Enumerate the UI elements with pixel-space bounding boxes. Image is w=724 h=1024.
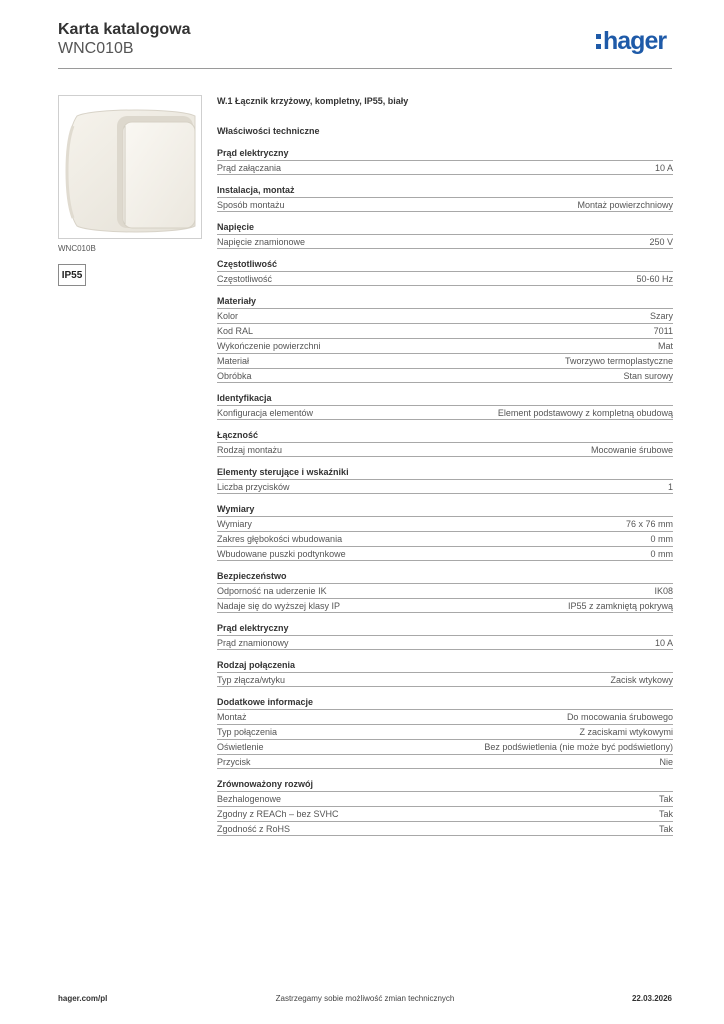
spec-row bbox=[217, 442, 673, 457]
spec-value: 10 A bbox=[654, 162, 673, 173]
spec-row bbox=[217, 479, 673, 494]
spec-group bbox=[217, 428, 673, 457]
spec-group-title: Częstotliwość bbox=[217, 259, 278, 269]
spec-row bbox=[217, 806, 673, 821]
spec-value: Tak bbox=[658, 823, 673, 834]
section-title: Właściwości techniczne bbox=[217, 126, 320, 136]
spec-label: Kod RAL bbox=[217, 326, 254, 336]
spec-label: Zgodny z REACh – bez SVHC bbox=[217, 809, 339, 819]
spec-group bbox=[217, 183, 673, 212]
document-title: Karta katalogowa bbox=[58, 21, 191, 38]
hager-logo bbox=[596, 26, 676, 56]
spec-value: Do mocowania śrubowego bbox=[566, 712, 673, 722]
spec-group-title: Prąd elektryczny bbox=[217, 148, 289, 158]
footer-website-link[interactable]: hager.com/pl bbox=[58, 994, 108, 1003]
spec-rows bbox=[217, 442, 673, 457]
spec-label: Częstotliwość bbox=[217, 273, 273, 284]
spec-label: Kolor bbox=[217, 311, 239, 321]
spec-label: Obróbka bbox=[217, 370, 252, 381]
spec-label: Materiał bbox=[217, 356, 250, 366]
spec-group bbox=[217, 658, 673, 687]
spec-groups bbox=[217, 146, 673, 836]
spec-row bbox=[217, 672, 673, 687]
spec-label: Wbudowane puszki podtynkowe bbox=[217, 548, 346, 559]
spec-rows bbox=[217, 197, 673, 212]
spec-row bbox=[217, 368, 673, 383]
spec-value: Bez podświetlenia (nie może być podświetlony) bbox=[484, 742, 673, 752]
spec-group bbox=[217, 695, 673, 769]
spec-row bbox=[217, 160, 673, 175]
spec-label: Napięcie znamionowe bbox=[217, 236, 306, 247]
spec-label: Sposób montażu bbox=[217, 199, 285, 210]
spec-label: Zakres głębokości wbudowania bbox=[217, 534, 343, 544]
spec-label: Liczba przycisków bbox=[217, 481, 290, 492]
spec-value: IK08 bbox=[654, 586, 673, 596]
ip-rating-badge: IP55 bbox=[58, 264, 86, 286]
spec-value: 250 V bbox=[649, 236, 673, 247]
spec-rows bbox=[217, 709, 673, 769]
spec-value: Mat bbox=[657, 341, 673, 351]
product-code: WNC010B bbox=[58, 40, 134, 57]
spec-value: 50-60 Hz bbox=[636, 273, 673, 284]
spec-group-title: Prąd elektryczny bbox=[217, 623, 289, 633]
spec-rows bbox=[217, 271, 673, 286]
spec-label: Typ połączenia bbox=[217, 727, 278, 737]
spec-label: Rodzaj montażu bbox=[217, 444, 283, 455]
spec-row bbox=[217, 635, 673, 650]
spec-value: 7011 bbox=[653, 326, 673, 336]
spec-value: Nie bbox=[659, 756, 673, 767]
spec-value: 76 x 76 mm bbox=[625, 519, 673, 529]
spec-value: Szary bbox=[649, 311, 673, 321]
spec-row bbox=[217, 546, 673, 561]
spec-value: Mocowanie śrubowe bbox=[590, 444, 673, 455]
spec-group-title: Bezpieczeństwo bbox=[217, 571, 287, 581]
spec-label: Nadaje się do wyższej klasy IP bbox=[217, 600, 341, 611]
spec-group bbox=[217, 257, 673, 286]
spec-label: Zgodność z RoHS bbox=[217, 823, 291, 834]
spec-group bbox=[217, 220, 673, 249]
spec-row bbox=[217, 271, 673, 286]
spec-group bbox=[217, 146, 673, 175]
spec-value: Element podstawowy z kompletną obudową bbox=[497, 407, 673, 418]
spec-label: Prąd znamionowy bbox=[217, 637, 289, 648]
spec-value: Stan surowy bbox=[623, 370, 673, 381]
spec-row bbox=[217, 583, 673, 598]
spec-value: Zacisk wtykowy bbox=[610, 674, 673, 685]
spec-group-title: Materiały bbox=[217, 296, 257, 306]
spec-group bbox=[217, 502, 673, 561]
logo-dots-icon bbox=[596, 34, 601, 49]
spec-row bbox=[217, 405, 673, 420]
header-divider bbox=[58, 68, 672, 69]
spec-row bbox=[217, 724, 673, 739]
spec-value: Tak bbox=[658, 809, 673, 819]
spec-row bbox=[217, 516, 673, 531]
spec-label: Typ złącza/wtyku bbox=[217, 674, 286, 685]
footer-date: 22.03.2026 bbox=[631, 994, 672, 1003]
spec-row bbox=[217, 754, 673, 769]
spec-rows bbox=[217, 516, 673, 561]
spec-value: 0 mm bbox=[650, 534, 673, 544]
spec-group-title: Zrównoważony rozwój bbox=[217, 779, 313, 789]
spec-group bbox=[217, 777, 673, 836]
logo-wordmark: hager bbox=[603, 27, 667, 55]
spec-value: Montaż powierzchniowy bbox=[577, 199, 673, 210]
spec-content bbox=[217, 94, 673, 836]
spec-group-title: Dodatkowe informacje bbox=[217, 697, 314, 707]
spec-row bbox=[217, 709, 673, 724]
image-caption: WNC010B bbox=[58, 244, 96, 253]
spec-row bbox=[217, 821, 673, 836]
spec-label: Konfiguracja elementów bbox=[217, 407, 314, 418]
switch-illustration-icon bbox=[59, 96, 201, 238]
spec-group-title: Elementy sterujące i wskaźniki bbox=[217, 467, 349, 477]
spec-group bbox=[217, 465, 673, 494]
spec-row bbox=[217, 598, 673, 613]
spec-value: Z zaciskami wtykowymi bbox=[579, 727, 673, 737]
spec-value: 0 mm bbox=[650, 548, 673, 559]
spec-group-title: Wymiary bbox=[217, 504, 255, 514]
spec-label: Montaż bbox=[217, 712, 247, 722]
spec-rows bbox=[217, 635, 673, 650]
spec-row bbox=[217, 308, 673, 323]
spec-row bbox=[217, 197, 673, 212]
spec-group-title: Identyfikacja bbox=[217, 393, 272, 403]
spec-rows bbox=[217, 672, 673, 687]
spec-group-title: Łączność bbox=[217, 430, 259, 440]
spec-group-title: Napięcie bbox=[217, 222, 255, 232]
document-header bbox=[58, 20, 190, 58]
spec-group bbox=[217, 569, 673, 613]
spec-row bbox=[217, 323, 673, 338]
spec-row bbox=[217, 353, 673, 368]
spec-rows bbox=[217, 405, 673, 420]
spec-label: Wykończenie powierzchni bbox=[217, 341, 321, 351]
product-name: W.1 Łącznik krzyżowy, kompletny, IP55, biały bbox=[217, 96, 409, 106]
spec-group bbox=[217, 391, 673, 420]
spec-value: 1 bbox=[667, 481, 673, 492]
product-image bbox=[58, 95, 202, 239]
spec-row bbox=[217, 739, 673, 754]
spec-rows bbox=[217, 234, 673, 249]
spec-row bbox=[217, 338, 673, 353]
spec-group-title: Instalacja, montaż bbox=[217, 185, 295, 195]
spec-label: Przycisk bbox=[217, 756, 251, 767]
spec-row bbox=[217, 791, 673, 806]
spec-label: Prąd załączania bbox=[217, 162, 282, 173]
spec-label: Bezhalogenowe bbox=[217, 794, 282, 804]
spec-group-title: Rodzaj połączenia bbox=[217, 660, 296, 670]
spec-value: 10 A bbox=[654, 637, 673, 648]
spec-rows bbox=[217, 160, 673, 175]
spec-row bbox=[217, 234, 673, 249]
page-footer bbox=[58, 994, 672, 1008]
footer-disclaimer: Zastrzegamy sobie możliwość zmian technicznych bbox=[275, 994, 455, 1003]
spec-group bbox=[217, 294, 673, 383]
spec-group bbox=[217, 621, 673, 650]
spec-row bbox=[217, 531, 673, 546]
spec-label: Odporność na uderzenie IK bbox=[217, 586, 327, 596]
spec-value: Tworzywo termoplastyczne bbox=[564, 356, 673, 366]
spec-label: Wymiary bbox=[217, 519, 252, 529]
spec-rows bbox=[217, 583, 673, 613]
spec-value: IP55 z zamkniętą pokrywą bbox=[567, 600, 673, 611]
spec-rows bbox=[217, 479, 673, 494]
spec-label: Oświetlenie bbox=[217, 742, 264, 752]
spec-value: Tak bbox=[658, 794, 673, 804]
spec-rows bbox=[217, 308, 673, 383]
spec-rows bbox=[217, 791, 673, 836]
